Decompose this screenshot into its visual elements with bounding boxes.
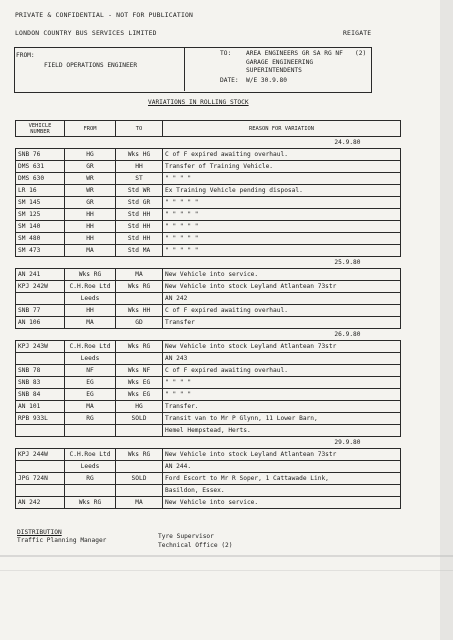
- table-header-row: [16, 121, 401, 137]
- reason-cell: " " " " ": [163, 233, 401, 245]
- reason-cell: AN 242: [163, 293, 401, 305]
- to-cell: MA: [116, 497, 163, 509]
- table-row: [16, 281, 401, 293]
- rolling-stock-table: [15, 120, 401, 509]
- to-cell: Wks RG: [116, 449, 163, 461]
- table-row: [16, 341, 401, 353]
- table-row: [16, 197, 401, 209]
- vehicle-number: RPB 933L: [16, 413, 65, 425]
- vehicle-number: KPJ 244W: [16, 449, 65, 461]
- from-cell: [65, 485, 116, 497]
- to-cell: SOLD: [116, 473, 163, 485]
- vehicle-number: SNB 83: [16, 377, 65, 389]
- document-title: VARIATIONS IN ROLLING STOCK: [148, 99, 249, 106]
- from-label: FROM:: [16, 52, 35, 59]
- date-row: [16, 437, 401, 449]
- table-row: [16, 149, 401, 161]
- reason-cell: Transfer: [163, 317, 401, 329]
- to-cell: GD: [116, 317, 163, 329]
- from-column-header: FROM: [65, 121, 116, 137]
- from-cell: C.H.Roe Ltd: [65, 341, 116, 353]
- from-cell: HH: [65, 305, 116, 317]
- table-row: [16, 389, 401, 401]
- reason-cell: Transit van to Mr P Glynn, 11 Lower Barn,: [163, 413, 401, 425]
- vehicle-number: [16, 293, 65, 305]
- distribution-item: Technical Office (2): [158, 542, 233, 549]
- to-cell: Std HH: [116, 209, 163, 221]
- from-cell: Leeds: [65, 461, 116, 473]
- table-row: [16, 317, 401, 329]
- from-cell: WR: [65, 185, 116, 197]
- reason-cell: Transfer.: [163, 401, 401, 413]
- scan-line: [0, 570, 453, 571]
- from-cell: C.H.Roe Ltd: [65, 281, 116, 293]
- to-cell: [116, 293, 163, 305]
- table-row: [16, 353, 401, 365]
- to-cell: Std GR: [116, 197, 163, 209]
- vehicle-number: SNB 84: [16, 389, 65, 401]
- from-cell: WR: [65, 173, 116, 185]
- to-cell: SOLD: [116, 413, 163, 425]
- table-row: [16, 209, 401, 221]
- table-body: [16, 137, 401, 509]
- vehicle-number: SM 145: [16, 197, 65, 209]
- to-cell: HH: [116, 161, 163, 173]
- from-cell: GR: [65, 197, 116, 209]
- date-stamp: 25.9.80: [16, 257, 401, 269]
- location-label: REIGATE: [343, 29, 372, 37]
- from-cell: GR: [65, 161, 116, 173]
- from-cell: EG: [65, 377, 116, 389]
- vehicle-number: JPG 724N: [16, 473, 65, 485]
- from-cell: MA: [65, 317, 116, 329]
- to-cell: Wks RG: [116, 281, 163, 293]
- from-cell: HH: [65, 233, 116, 245]
- reason-cell: New Vehicle into stock Leyland Atlantean 73str: [163, 281, 401, 293]
- from-cell: Wks RG: [65, 269, 116, 281]
- table-row: [16, 365, 401, 377]
- distribution-item: Traffic Planning Manager: [17, 537, 107, 544]
- reason-cell: Hemel Hempstead, Herts.: [163, 425, 401, 437]
- to-recipients-3: SUPERINTENDENTS: [246, 67, 302, 74]
- vehicle-number: [16, 353, 65, 365]
- to-cell: [116, 425, 163, 437]
- table-row: [16, 425, 401, 437]
- vehicle-number: SNB 77: [16, 305, 65, 317]
- reason-cell: New Vehicle into service.: [163, 497, 401, 509]
- to-cell: Wks HG: [116, 149, 163, 161]
- from-cell: HG: [65, 149, 116, 161]
- date-stamp: 29.9.80: [16, 437, 401, 449]
- date-stamp: 24.9.80: [16, 137, 401, 149]
- from-value: FIELD OPERATIONS ENGINEER: [44, 62, 138, 69]
- table-row: [16, 161, 401, 173]
- reason-cell: C of F expired awaiting overhaul.: [163, 149, 401, 161]
- distribution-label: DISTRIBUTION: [17, 529, 62, 536]
- table-row: [16, 377, 401, 389]
- reason-cell: Ford Escort to Mr R Soper, 1 Cattawade Link,: [163, 473, 401, 485]
- to-cell: Wks HH: [116, 305, 163, 317]
- vehicle-number: SM 473: [16, 245, 65, 257]
- to-column-header: TO: [116, 121, 163, 137]
- date-stamp: 26.9.80: [16, 329, 401, 341]
- table-row: [16, 449, 401, 461]
- table-row: [16, 293, 401, 305]
- vehicle-number: SM 480: [16, 233, 65, 245]
- to-cell: ST: [116, 173, 163, 185]
- table-row: [16, 497, 401, 509]
- scan-edge: [440, 0, 453, 640]
- vehicle-number: SM 125: [16, 209, 65, 221]
- to-cell: Wks RG: [116, 341, 163, 353]
- table-row: [16, 233, 401, 245]
- from-cell: C.H.Roe Ltd: [65, 449, 116, 461]
- organization-name: LONDON COUNTRY BUS SERVICES LIMITED: [15, 29, 157, 37]
- date-row: [16, 329, 401, 341]
- to-cell: HG: [116, 401, 163, 413]
- to-cell: Wks EG: [116, 377, 163, 389]
- vehicle-number: KPJ 242W: [16, 281, 65, 293]
- to-label: TO:: [220, 50, 232, 57]
- from-cell: RG: [65, 473, 116, 485]
- from-cell: RG: [65, 413, 116, 425]
- vehicle-number: SNB 78: [16, 365, 65, 377]
- from-cell: [65, 425, 116, 437]
- to-cell: [116, 461, 163, 473]
- vehicle-number: LR 16: [16, 185, 65, 197]
- to-cell: Std HH: [116, 221, 163, 233]
- vehicle-number: SM 140: [16, 221, 65, 233]
- reason-cell: AN 244.: [163, 461, 401, 473]
- from-cell: MA: [65, 401, 116, 413]
- reason-cell: " " " ": [163, 389, 401, 401]
- from-cell: NF: [65, 365, 116, 377]
- to-cell: Wks NF: [116, 365, 163, 377]
- to-copies: (2): [355, 50, 367, 57]
- table-row: [16, 413, 401, 425]
- vehicle-number: AN 106: [16, 317, 65, 329]
- to-cell: Wks EG: [116, 389, 163, 401]
- reason-cell: Transfer of Training Vehicle.: [163, 161, 401, 173]
- reason-cell: " " " ": [163, 377, 401, 389]
- vehicle-number: AN 242: [16, 497, 65, 509]
- table-row: [16, 461, 401, 473]
- reason-cell: New Vehicle into stock Leyland Atlantean 73str: [163, 341, 401, 353]
- table-row: [16, 245, 401, 257]
- table-row: [16, 401, 401, 413]
- table-row: [16, 305, 401, 317]
- vehicle-number: KPJ 243W: [16, 341, 65, 353]
- to-cell: [116, 353, 163, 365]
- vehicle-number: SNB 76: [16, 149, 65, 161]
- table-row: [16, 221, 401, 233]
- from-cell: HH: [65, 221, 116, 233]
- vehicle-number: DMS 631: [16, 161, 65, 173]
- reason-cell: New Vehicle into stock Leyland Atlantean 73str: [163, 449, 401, 461]
- vehicle-number: [16, 461, 65, 473]
- to-cell: Std HH: [116, 233, 163, 245]
- from-cell: MA: [65, 245, 116, 257]
- from-cell: Wks RG: [65, 497, 116, 509]
- reason-cell: " " " " ": [163, 245, 401, 257]
- reason-cell: Ex Training Vehicle pending disposal.: [163, 185, 401, 197]
- distribution-item: Tyre Supervisor: [158, 533, 214, 540]
- date-label: DATE:: [220, 77, 239, 84]
- scan-line: [0, 555, 453, 557]
- reason-cell: C of F expired awaiting overhaul.: [163, 365, 401, 377]
- vehicle-column-header: VEHICLE NUMBER: [16, 121, 65, 137]
- from-cell: Leeds: [65, 353, 116, 365]
- vehicle-number: [16, 425, 65, 437]
- date-row: [16, 257, 401, 269]
- vehicle-number: DMS 630: [16, 173, 65, 185]
- reason-cell: " " " " ": [163, 197, 401, 209]
- vehicle-number: [16, 485, 65, 497]
- reason-column-header: REASON FOR VARIATION: [163, 121, 401, 137]
- reason-cell: Basildon, Essex.: [163, 485, 401, 497]
- to-cell: Std MA: [116, 245, 163, 257]
- from-cell: EG: [65, 389, 116, 401]
- to-cell: MA: [116, 269, 163, 281]
- to-cell: [116, 485, 163, 497]
- reason-cell: AN 243: [163, 353, 401, 365]
- from-cell: Leeds: [65, 293, 116, 305]
- vehicle-number: AN 241: [16, 269, 65, 281]
- vehicle-number: AN 101: [16, 401, 65, 413]
- memo-divider: [184, 47, 185, 91]
- table-row: [16, 185, 401, 197]
- from-cell: HH: [65, 209, 116, 221]
- to-recipients: AREA ENGINEERS GR SA RG NF: [246, 50, 343, 57]
- confidential-header: PRIVATE & CONFIDENTIAL - NOT FOR PUBLICATION: [15, 11, 194, 19]
- reason-cell: " " " " ": [163, 221, 401, 233]
- table-row: [16, 173, 401, 185]
- reason-cell: " " " " ": [163, 209, 401, 221]
- date-row: [16, 137, 401, 149]
- reason-cell: C of F expired awaiting overhaul.: [163, 305, 401, 317]
- reason-cell: " " " ": [163, 173, 401, 185]
- to-cell: Std WR: [116, 185, 163, 197]
- table-row: [16, 485, 401, 497]
- table-row: [16, 269, 401, 281]
- table-row: [16, 473, 401, 485]
- date-value: W/E 30.9.80: [246, 77, 287, 84]
- reason-cell: New Vehicle into service.: [163, 269, 401, 281]
- to-recipients-2: GARAGE ENGINEERING: [246, 59, 314, 66]
